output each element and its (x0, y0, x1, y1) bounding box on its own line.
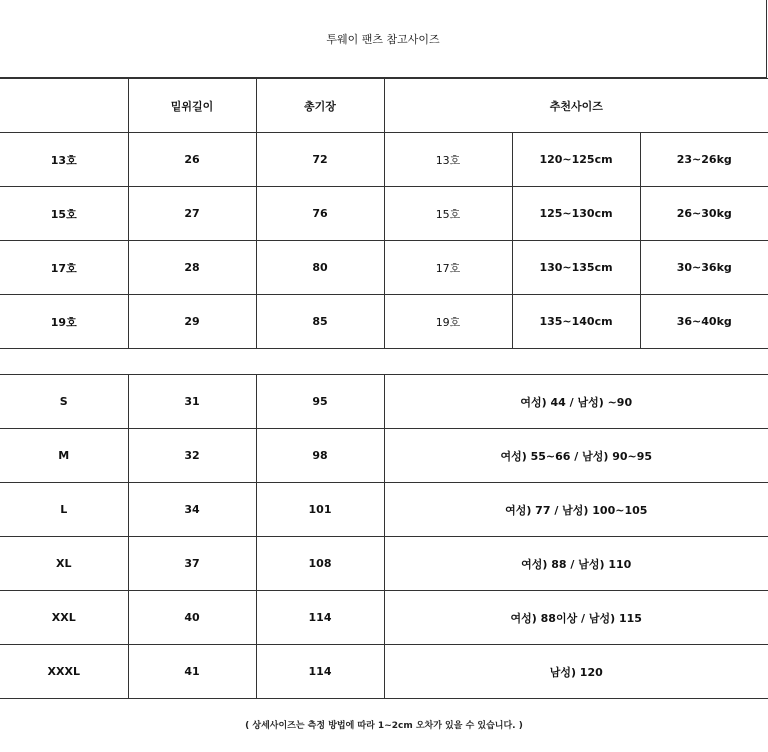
recommended-size-cell: 19호 (384, 295, 512, 349)
rise-cell: 27 (128, 187, 256, 241)
length-cell: 95 (256, 375, 384, 429)
length-cell: 101 (256, 483, 384, 537)
kids-size-table (0, 78, 768, 349)
table-row (0, 187, 768, 241)
length-cell: 114 (256, 591, 384, 645)
recommended-size-cell: 여성) 88 / 남성) 110 (384, 537, 768, 591)
table-row (0, 591, 768, 645)
size-cell: M (0, 429, 128, 483)
recommended-size-cell: 17호 (384, 241, 512, 295)
weight-range-cell: 30~36kg (640, 241, 768, 295)
size-cell: XXXL (0, 645, 128, 699)
height-range-cell: 135~140cm (512, 295, 640, 349)
table-row (0, 645, 768, 699)
recommended-size-cell: 여성) 44 / 남성) ~90 (384, 375, 768, 429)
header-rise: 밑위길이 (128, 79, 256, 133)
rise-cell: 32 (128, 429, 256, 483)
size-cell: 19호 (0, 295, 128, 349)
weight-range-cell: 26~30kg (640, 187, 768, 241)
size-cell: S (0, 375, 128, 429)
length-cell: 72 (256, 133, 384, 187)
size-cell: XL (0, 537, 128, 591)
size-cell: 15호 (0, 187, 128, 241)
height-range-cell: 120~125cm (512, 133, 640, 187)
recommended-size-cell: 여성) 77 / 남성) 100~105 (384, 483, 768, 537)
table-row (0, 295, 768, 349)
table-row (0, 375, 768, 429)
rise-cell: 26 (128, 133, 256, 187)
table-header-row (0, 79, 768, 133)
weight-range-cell: 36~40kg (640, 295, 768, 349)
table-row (0, 483, 768, 537)
header-length: 총기장 (256, 79, 384, 133)
table-row (0, 241, 768, 295)
length-cell: 98 (256, 429, 384, 483)
recommended-size-cell: 13호 (384, 133, 512, 187)
size-cell: 17호 (0, 241, 128, 295)
length-cell: 76 (256, 187, 384, 241)
length-cell: 114 (256, 645, 384, 699)
measurement-note: ( 상세사이즈는 측정 방법에 따라 1~2cm 오차가 있을 수 있습니다. ) (245, 721, 523, 731)
table-row (0, 133, 768, 187)
size-cell: XXL (0, 591, 128, 645)
recommended-size-cell: 여성) 55~66 / 남성) 90~95 (384, 429, 768, 483)
size-cell: 13호 (0, 133, 128, 187)
rise-cell: 41 (128, 645, 256, 699)
page-title: 투웨이 팬츠 참고사이즈 (0, 0, 767, 78)
size-cell: L (0, 483, 128, 537)
rise-cell: 28 (128, 241, 256, 295)
length-cell: 108 (256, 537, 384, 591)
header-size (0, 79, 128, 133)
rise-cell: 31 (128, 375, 256, 429)
table-row (0, 429, 768, 483)
recommended-size-cell: 남성) 120 (384, 645, 768, 699)
rise-cell: 40 (128, 591, 256, 645)
length-cell: 85 (256, 295, 384, 349)
rise-cell: 34 (128, 483, 256, 537)
height-range-cell: 130~135cm (512, 241, 640, 295)
table-row (0, 537, 768, 591)
header-recommended-size: 추천사이즈 (384, 79, 768, 133)
recommended-size-cell: 여성) 88이상 / 남성) 115 (384, 591, 768, 645)
length-cell: 80 (256, 241, 384, 295)
recommended-size-cell: 15호 (384, 187, 512, 241)
height-range-cell: 125~130cm (512, 187, 640, 241)
adult-size-table (0, 374, 768, 699)
rise-cell: 37 (128, 537, 256, 591)
weight-range-cell: 23~26kg (640, 133, 768, 187)
rise-cell: 29 (128, 295, 256, 349)
title-table (0, 0, 767, 78)
